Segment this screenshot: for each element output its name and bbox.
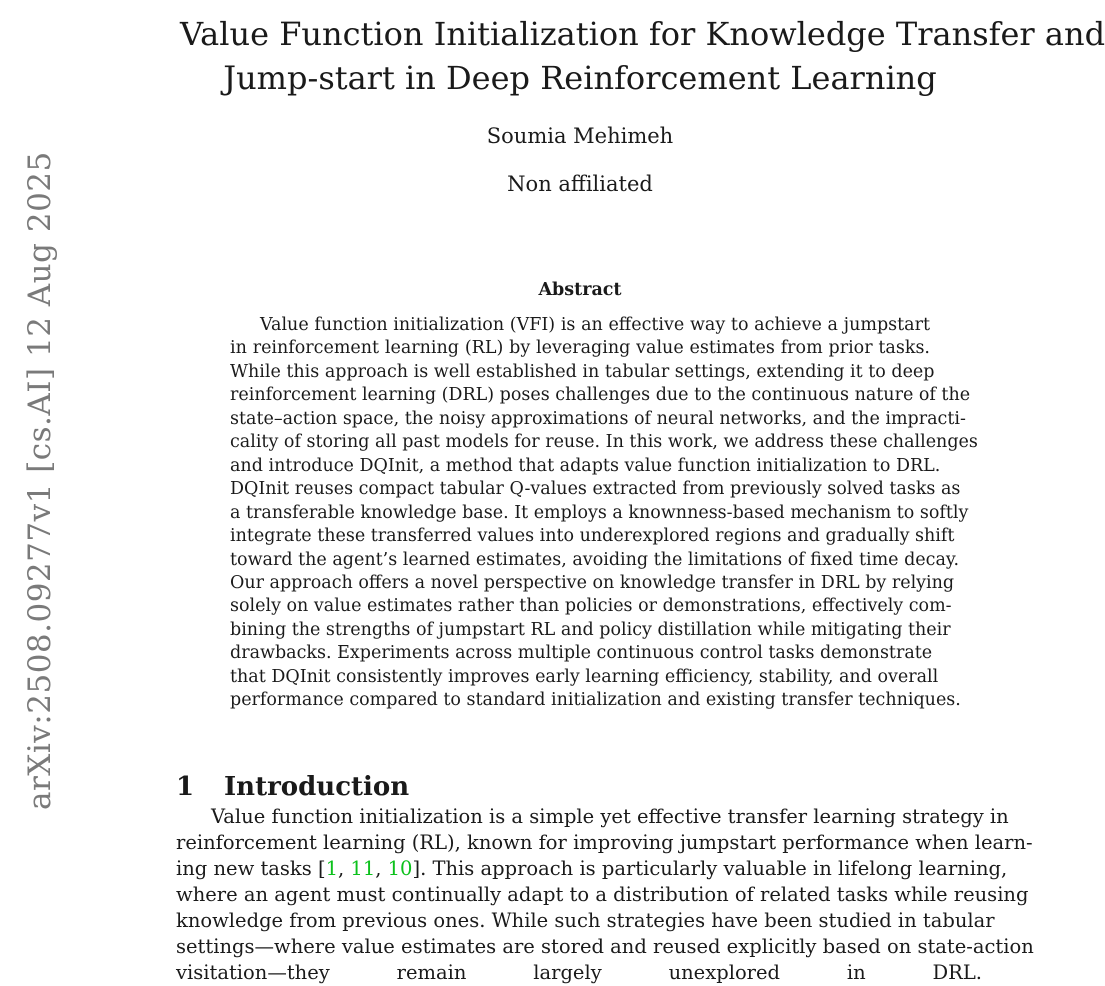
abstract-line: While this approach is well established in tabular settings, extending it to deep: [230, 361, 935, 382]
intro-line: where an agent must continually adapt to a distribution of related tasks while reusing: [176, 883, 1029, 906]
abstract-line: Value function initialization (VFI) is an effective way to achieve a jumpstart: [260, 315, 930, 335]
abstract-line: solely on value estimates rather than policies or demonstrations, effectively com-: [230, 596, 952, 617]
abstract-line: drawbacks. Experiments across multiple continuous control tasks demonstrate: [230, 643, 933, 664]
author-name: Soumia Mehimeh: [486, 124, 674, 148]
author-affiliation: Non affiliated: [507, 172, 653, 196]
section-title: Introduction: [224, 771, 410, 802]
section-number: 1: [176, 771, 195, 802]
intro-line: Value function initialization is a simple yet effective transfer learning strategy in: [211, 805, 1009, 828]
intro-line: settings—where value estimates are stored and reused explicitly based on state-action: [176, 935, 1034, 958]
abstract-body: [230, 314, 978, 713]
abstract-line: that DQInit consistently improves early learning efficiency, stability, and overall: [230, 666, 939, 687]
citation-separator: ,: [338, 857, 351, 880]
citation-link-11[interactable]: 11: [350, 857, 376, 880]
abstract-line: integrate these transferred values into underexplored regions and gradually shift: [230, 526, 955, 547]
abstract-line: state–action space, the noisy approximations of neural networks, and the impracti-: [230, 408, 966, 429]
section-heading: [176, 772, 409, 802]
arxiv-identifier: arXiv:2508.09277v1 [cs.AI] 12 Aug 2025: [22, 151, 58, 810]
intro-line-with-citations: [176, 856, 1008, 882]
intro-line: reinforcement learning (RL), known for improving jumpstart performance when learn-: [176, 831, 1033, 854]
citation-link-10[interactable]: 10: [387, 857, 413, 880]
abstract-line: reinforcement learning (DRL) poses challenges due to the continuous nature of the: [230, 385, 971, 406]
abstract-line: and introduce DQInit, a method that adapts value function initialization to DRL.: [230, 455, 941, 476]
abstract-line: performance compared to standard initialization and existing transfer techniques.: [230, 690, 961, 711]
intro-text: ]. This approach is particularly valuable in lifelong learning,: [412, 857, 1008, 880]
abstract-line: Our approach offers a novel perspective on knowledge transfer in DRL by relying: [230, 572, 955, 593]
abstract-line: cality of storing all past models for reuse. In this work, we address these challenges: [230, 432, 978, 453]
citation-link-1[interactable]: 1: [325, 857, 338, 880]
paper-title: [180, 12, 1105, 100]
abstract-line: in reinforcement learning (RL) by leveraging value estimates from prior tasks.: [230, 338, 930, 359]
abstract-line: a transferable knowledge base. It employs a knownness-based mechanism to softly: [230, 502, 969, 523]
introduction-body: [176, 804, 1034, 986]
intro-line: knowledge from previous ones. While such strategies have been studied in tabular: [176, 909, 995, 932]
intro-line: visitation—they remain largely unexplored in DRL.: [176, 961, 982, 984]
citation-separator: ,: [375, 857, 388, 880]
abstract-line: toward the agent’s learned estimates, avoiding the limitations of fixed time decay.: [230, 549, 960, 570]
intro-text: ing new tasks [: [176, 857, 326, 880]
paper-title-line-2: Jump-start in Deep Reinforcement Learning: [223, 59, 937, 97]
abstract-heading: Abstract: [538, 280, 622, 300]
paper-title-line-1: Value Function Initialization for Knowledge Transfer and: [180, 15, 1105, 53]
abstract-line: DQInit reuses compact tabular Q-values extracted from previously solved tasks as: [230, 479, 961, 500]
abstract-line: bining the strengths of jumpstart RL and policy distillation while mitigating their: [230, 619, 951, 640]
